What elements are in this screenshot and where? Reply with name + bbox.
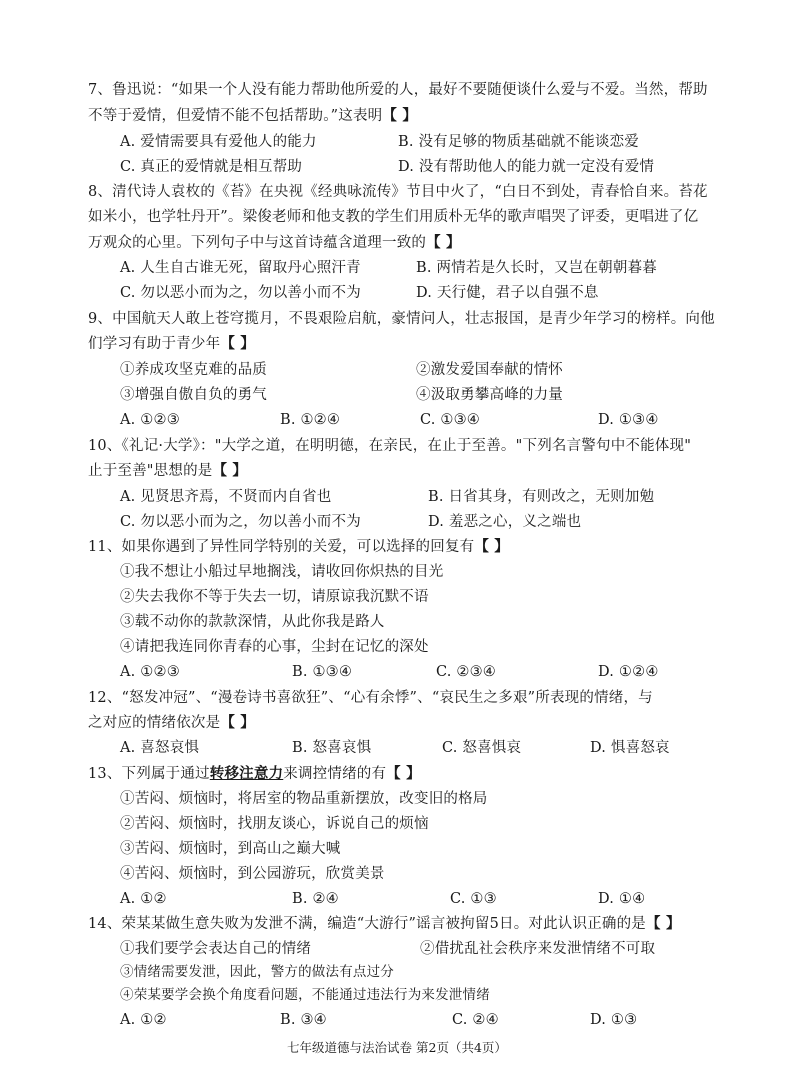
q9-option-d: D. ①③④ bbox=[598, 412, 659, 428]
q13-option-b: B. ②④ bbox=[292, 891, 339, 907]
q12-stem-line2 bbox=[88, 713, 255, 733]
q13-stem-line1 bbox=[88, 764, 421, 784]
q9-option-c: C. ①③④ bbox=[420, 412, 480, 428]
q7-stem-line1: 7、鲁迅说：“如果一个人没有能力帮助他所爱的人，最好不要随便谈什么爱与不爱。当然，帮助 bbox=[88, 82, 708, 98]
q13-item-3: ③苦闷、烦恼时，到高山之巅大喊 bbox=[120, 841, 341, 857]
q10-option-b: B. 日省其身，有则改之，无则加勉 bbox=[428, 489, 655, 505]
q11-answer-bracket[interactable]: 【 】 bbox=[474, 538, 510, 555]
q9-option-b: B. ①②④ bbox=[280, 412, 341, 428]
q13-item-1: ①苦闷、烦恼时，将居室的物品重新摆放，改变旧的格局 bbox=[120, 791, 488, 807]
q7-stem-text: 不等于爱情，但爱情不能不包括帮助。”这表明 bbox=[88, 108, 383, 124]
q12-stem-line1: 12、“怒发冲冠”、“漫卷诗书喜欲狂”、“心有余悸”、“哀民生之多艰”所表现的情绪，与 bbox=[88, 690, 653, 706]
q13-item-2: ②苦闷、烦恼时，找朋友谈心，诉说自己的烦恼 bbox=[120, 816, 429, 832]
q13-option-c: C. ①③ bbox=[450, 891, 497, 907]
q13-option-d: D. ①④ bbox=[598, 891, 646, 907]
q9-item-1: ①养成攻坚克难的品质 bbox=[120, 362, 267, 378]
q11-option-d: D. ①②④ bbox=[598, 664, 659, 680]
q14-answer-bracket[interactable]: 【 】 bbox=[646, 915, 681, 932]
q8-option-b: B. 两情若是久长时，又岂在朝朝暮暮 bbox=[416, 260, 657, 276]
q8-stem-line3 bbox=[88, 233, 461, 253]
q11-option-c: C. ②③④ bbox=[436, 664, 496, 680]
q14-option-c: C. ②④ bbox=[452, 1012, 499, 1028]
q14-stem-text: 14、荣某某做生意失败为发泄不满，编造“大游行”谣言被拘留5日。对此认识正确的是 bbox=[88, 916, 646, 932]
q13-option-a: A. ①② bbox=[120, 891, 167, 907]
q9-answer-bracket[interactable]: 【 】 bbox=[220, 335, 255, 352]
q8-option-c: C. 勿以恶小而为之，勿以善小而不为 bbox=[120, 285, 361, 301]
q9-item-3: ③增强自傲自负的勇气 bbox=[120, 387, 267, 403]
q11-item-4: ④请把我连同你青春的心事，尘封在记忆的深处 bbox=[120, 639, 429, 655]
q13-answer-bracket[interactable]: 【 】 bbox=[386, 765, 421, 782]
q8-option-a: A. 人生自古谁无死，留取丹心照汗青 bbox=[120, 260, 361, 276]
q9-item-2: ②激发爱国奉献的情怀 bbox=[416, 362, 563, 378]
q8-stem-text: 万观众的心里。下列句子中与这首诗蕴含道理一致的 bbox=[88, 235, 427, 251]
q13-stem-post: 来调控情绪的有 bbox=[283, 766, 387, 782]
q10-stem-text: 止于至善"思想的是 bbox=[88, 463, 213, 479]
q10-answer-bracket[interactable]: 【 】 bbox=[212, 462, 248, 479]
q8-answer-bracket[interactable]: 【 】 bbox=[426, 234, 461, 251]
q10-option-c: C. 勿以恶小而为之，勿以善小而不为 bbox=[120, 514, 361, 530]
q12-option-b: B. 怒喜哀惧 bbox=[292, 740, 372, 756]
q11-option-a: A. ①②③ bbox=[120, 664, 180, 680]
q14-option-b: B. ③④ bbox=[280, 1012, 327, 1028]
q11-item-3: ③载不动你的款款深情，从此你我是路人 bbox=[120, 614, 385, 630]
q8-option-d: D. 天行健，君子以自强不息 bbox=[416, 285, 599, 301]
q14-option-d: D. ①③ bbox=[590, 1012, 638, 1028]
q11-item-2: ②失去我你不等于失去一切，请原谅我沉默不语 bbox=[120, 589, 429, 605]
q9-option-a: A. ①②③ bbox=[120, 412, 180, 428]
q7-stem-line2 bbox=[88, 106, 417, 126]
q10-option-d: D. 羞恶之心，义之端也 bbox=[428, 514, 582, 530]
q8-stem-line1: 8、清代诗人袁枚的《苔》在央视《经典咏流传》节目中火了，“白日不到处，青春恰自来。苔花 bbox=[88, 184, 708, 200]
q7-option-d: D. 没有帮助他人的能力就一定没有爱情 bbox=[398, 159, 655, 175]
q11-stem-line1 bbox=[88, 537, 509, 557]
q10-stem-line2 bbox=[88, 461, 247, 481]
q10-option-a: A. 见贤思齐焉，不贤而内自省也 bbox=[120, 489, 332, 505]
q14-item-2: ②借扰乱社会秩序来发泄情绪不可取 bbox=[420, 941, 656, 957]
q13-item-4: ④苦闷、烦恼时，到公园游玩，欣赏美景 bbox=[120, 866, 385, 882]
q7-option-b: B. 没有足够的物质基础就不能谈恋爱 bbox=[398, 134, 639, 150]
q9-stem-line2 bbox=[88, 334, 255, 354]
q9-item-4: ④汲取勇攀高峰的力量 bbox=[416, 387, 563, 403]
q13-stem-pre: 13、下列属于通过 bbox=[88, 766, 210, 782]
q12-option-a: A. 喜怒哀惧 bbox=[120, 740, 200, 756]
q14-item-1: ①我们要学会表达自己的情绪 bbox=[120, 941, 312, 957]
q12-stem-text: 之对应的情绪依次是 bbox=[88, 715, 221, 731]
q11-stem-text: 11、如果你遇到了异性同学特别的关爱，可以选择的回复有 bbox=[88, 539, 475, 555]
q7-option-a: A. 爱情需要具有爱他人的能力 bbox=[120, 134, 317, 150]
q14-option-a: A. ①② bbox=[120, 1012, 167, 1028]
q10-stem-line1: 10、《礼记·大学》："大学之道，在明明德，在亲民，在止于至善。"下列名言警句中不能体现" bbox=[88, 438, 692, 454]
q12-answer-bracket[interactable]: 【 】 bbox=[220, 714, 255, 731]
q9-stem-text: 们学习有助于青少年 bbox=[88, 336, 221, 352]
q12-option-c: C. 怒喜惧哀 bbox=[442, 740, 522, 756]
q7-answer-bracket[interactable]: 【 】 bbox=[382, 107, 418, 124]
q9-stem-line1: 9、中国航天人敢上苍穹揽月，不畏艰险启航，豪情问人，壮志报国，是青少年学习的榜样。向他 bbox=[88, 311, 715, 327]
q8-stem-line2: 如米小，也学牡丹开”。梁俊老师和他支教的学生们用质朴无华的歌声唱哭了评委，更唱进了亿 bbox=[88, 209, 699, 225]
q14-item-3: ③情绪需要发泄，因此，警方的做法有点过分 bbox=[120, 964, 394, 980]
page-footer: 七年级道德与法治试卷 第2页（共4页） bbox=[287, 1040, 507, 1055]
q12-option-d: D. 惧喜怒哀 bbox=[590, 740, 670, 756]
q11-item-1: ①我不想让小船过早地搁浅，请收回你炽热的目光 bbox=[120, 564, 444, 580]
q14-item-4: ④荣某要学会换个角度看问题，不能通过违法行为来发泄情绪 bbox=[120, 987, 490, 1003]
q7-option-c: C. 真正的爱情就是相互帮助 bbox=[120, 159, 303, 175]
q11-option-b: B. ①③④ bbox=[292, 664, 353, 680]
q13-stem-emphasis: 转移注意力 bbox=[209, 765, 284, 782]
q14-stem-line1 bbox=[88, 914, 681, 934]
